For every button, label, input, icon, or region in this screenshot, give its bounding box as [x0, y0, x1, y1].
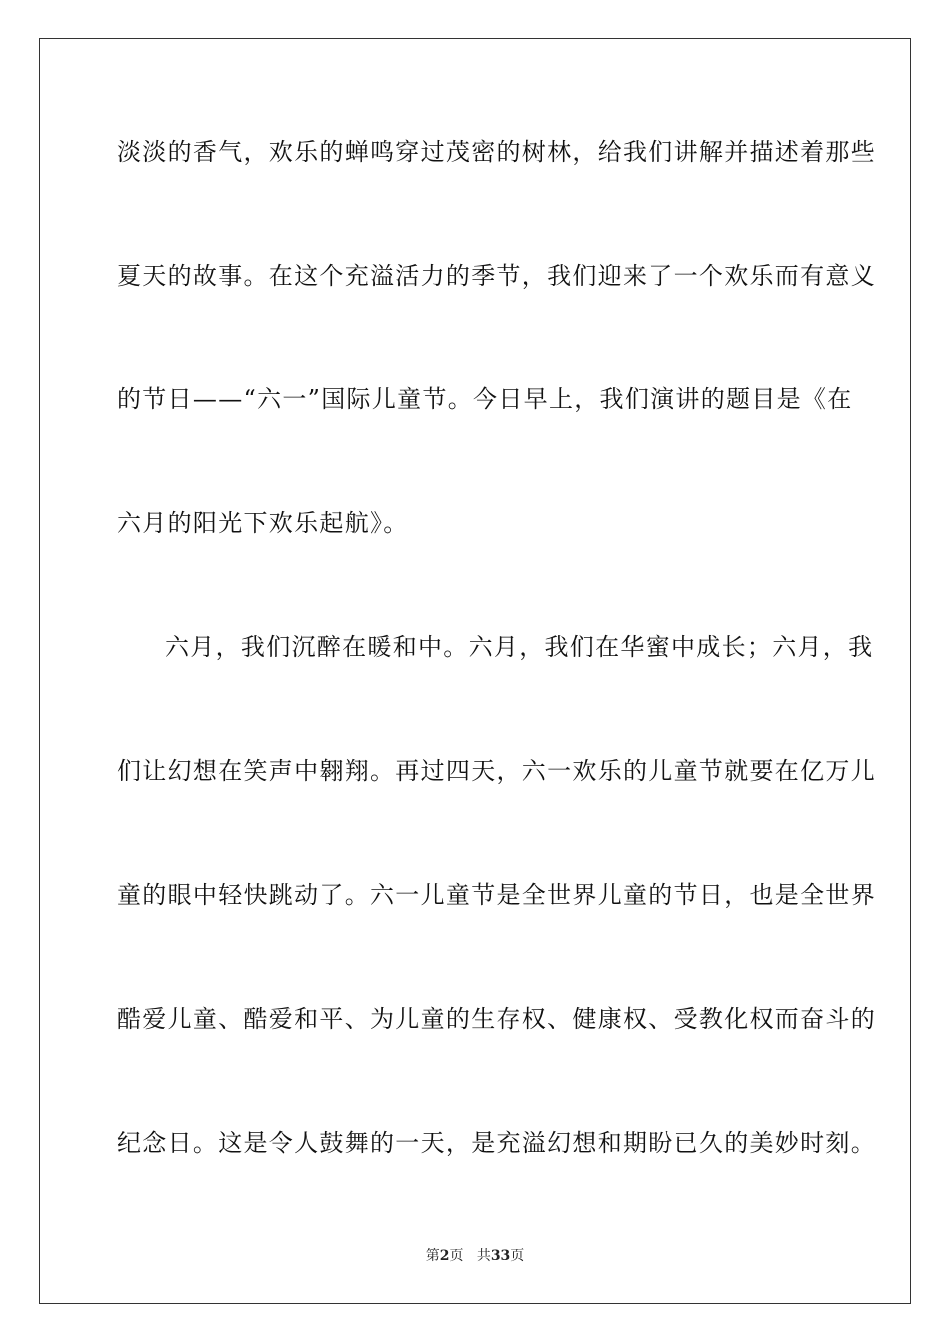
body-line-4: 六月的阳光下欢乐起航》。	[117, 509, 409, 537]
body-line-1: 淡淡的香气，欢乐的蝉鸣穿过茂密的树林，给我们讲解并描述着那些	[117, 138, 876, 166]
body-line-7: 童的眼中轻快跳动了。六一儿童节是全世界儿童的节日，也是全世界	[117, 881, 876, 909]
page-footer	[0, 1245, 950, 1265]
total-suffix: 页	[510, 1248, 525, 1264]
page-number: 2	[439, 1248, 450, 1264]
body-line-2: 夏天的故事。在这个充溢活力的季节，我们迎来了一个欢乐而有意义	[117, 262, 876, 290]
page-border	[39, 38, 911, 1304]
page-suffix: 页	[449, 1248, 464, 1264]
body-line-3: 的节日——“六一”国际儿童节。今日早上，我们演讲的题目是《在	[117, 385, 853, 413]
body-line-9: 纪念日。这是令人鼓舞的一天，是充溢幻想和期盼已久的美妙时刻。	[117, 1129, 876, 1157]
total-prefix: 共	[476, 1248, 491, 1264]
page-prefix: 第	[425, 1248, 440, 1264]
body-line-5: 六月，我们沉醉在暖和中。六月，我们在华蜜中成长；六月，我	[165, 633, 874, 661]
body-line-8: 酷爱儿童、酷爱和平、为儿童的生存权、健康权、受教化权而奋斗的	[117, 1005, 876, 1033]
total-pages: 33	[490, 1248, 511, 1264]
body-line-6: 们让幻想在笑声中翱翔。再过四天，六一欢乐的儿童节就要在亿万儿	[117, 757, 876, 785]
